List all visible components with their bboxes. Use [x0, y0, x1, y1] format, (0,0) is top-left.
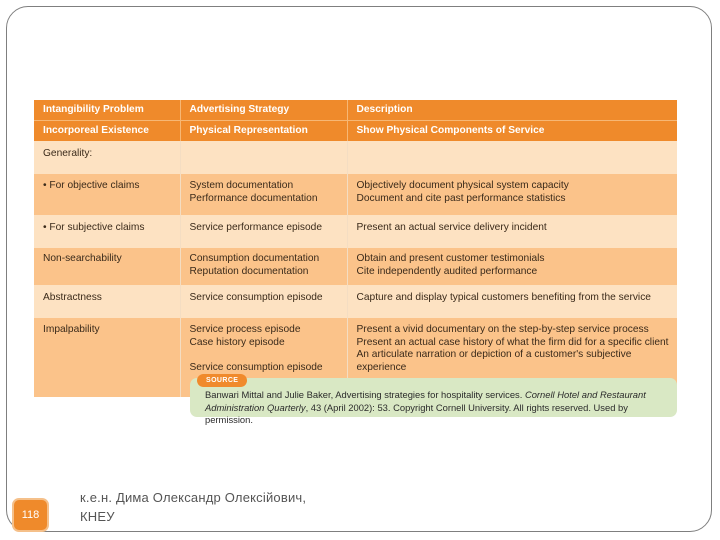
header-cell: Advertising Strategy — [180, 100, 347, 121]
description-cell — [347, 215, 677, 248]
subheader-cell: Physical Representation — [180, 121, 347, 142]
description-line: An articulate narration or depiction of a customer's subjective experience — [356, 349, 632, 373]
problem-cell: Impalpability — [34, 318, 180, 397]
strategy-line: Service process episode — [189, 324, 301, 335]
strategy-line: Service consumption episode — [189, 361, 323, 373]
strategy-line: System documentation — [189, 180, 294, 191]
strategy-line: Service performance episode — [189, 222, 323, 233]
table-row — [34, 174, 677, 215]
citation-details: , 43 (April 2002): 53. Copyright Cornell University. All rights reserved. Used by permission. — [205, 401, 628, 425]
table-row — [34, 141, 677, 174]
author-line: к.е.н. Дима Олександр Олексійович, — [80, 490, 307, 505]
strategy-line: Service consumption episode — [189, 292, 323, 303]
strategy-cell — [180, 248, 347, 285]
problem-cell: Abstractness — [34, 285, 180, 318]
strategy-cell — [180, 285, 347, 318]
description-line: Document and cite past performance statistics — [356, 192, 566, 204]
description-line: Present an actual service delivery incident — [356, 222, 547, 233]
strategy-cell — [180, 141, 347, 174]
table-header-row — [34, 100, 677, 121]
strategy-line: Performance documentation — [189, 192, 318, 204]
description-line: Cite independently audited performance — [356, 265, 538, 277]
citation-journal: Cornell Hotel and Restaurant Administration Quarterly — [205, 389, 646, 413]
description-cell — [347, 285, 677, 318]
problem-cell: • For subjective claims — [34, 215, 180, 248]
table-row — [34, 215, 677, 248]
header-cell: Description — [347, 100, 677, 121]
problem-cell: Non-searchability — [34, 248, 180, 285]
description-line: Capture and display typical customers benefiting from the service — [356, 292, 651, 303]
problem-cell: Generality: — [34, 141, 180, 174]
source-citation — [205, 389, 673, 427]
subheader-cell: Incorporeal Existence — [34, 121, 180, 142]
strategy-line: Case history episode — [189, 336, 285, 348]
strategy-cell — [180, 174, 347, 215]
strategy-line: Reputation documentation — [189, 265, 309, 277]
citation-authors: Banwari Mittal and Julie Baker, Advertising strategies for hospitality services. — [205, 389, 525, 400]
table-subheader-row — [34, 121, 677, 142]
strategy-cell — [180, 215, 347, 248]
strategy-spacer — [190, 349, 341, 362]
strategy-table — [34, 100, 677, 373]
description-cell — [347, 174, 677, 215]
table-row — [34, 285, 677, 318]
problem-cell: • For objective claims — [34, 174, 180, 215]
subheader-cell: Show Physical Components of Service — [347, 121, 677, 142]
description-line: Present a vivid documentary on the step-by-step service process — [356, 324, 649, 335]
strategy-line: Consumption documentation — [189, 253, 320, 264]
description-line: Obtain and present customer testimonials — [356, 253, 545, 264]
description-line: Present an actual case history of what the firm did for a specific client — [356, 336, 669, 348]
description-cell — [347, 248, 677, 285]
author-line: КНЕУ — [80, 509, 115, 524]
author-credit — [80, 488, 306, 526]
header-cell: Intangibility Problem — [34, 100, 180, 121]
table-row — [34, 248, 677, 285]
source-box — [190, 377, 677, 425]
page-number-badge: 118 — [12, 498, 49, 532]
source-tag: SOURCE — [197, 374, 247, 387]
description-cell — [347, 141, 677, 174]
description-line: Objectively document physical system capacity — [356, 180, 569, 191]
